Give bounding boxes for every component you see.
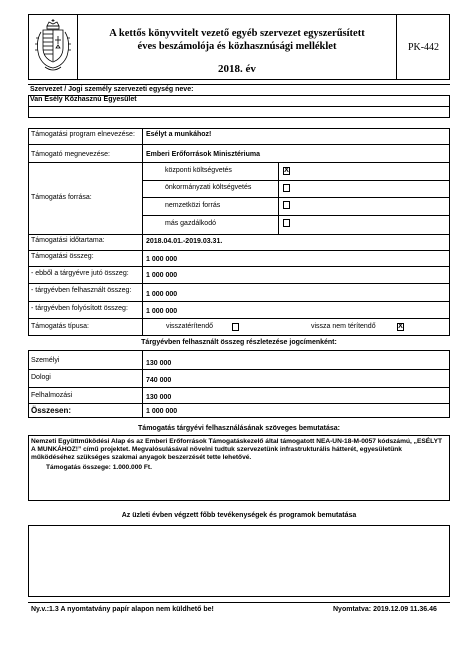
header-title-line2: éves beszámolója és közhasznúsági melléklet	[137, 41, 337, 52]
program-label: Támogatási program elnevezése:	[31, 131, 135, 138]
row-line	[28, 234, 450, 235]
usage-text: Nemzeti Együttműködési Alap és az Emberi Erőforrások Támogatáskezelő által támogatott NEA-UN-18-M-0057 kódszámú, „ESÉLYT A MUNKÁHOZ!” című projektet. Megvalósulásával növelni tudtuk szervezetünk infrastrukturális hátterét, egyesületünk működéséhez szükséges szakmai anyagok beszerzését tette lehetővé.	[31, 438, 442, 462]
type-nonrefundable-label: vissza nem térítendő	[311, 323, 376, 330]
footer-right: Nyomtatva: 2019.12.09 11.36.46	[333, 606, 437, 613]
source-option-label: központi költségvetés	[165, 167, 232, 174]
form-code: PK-442	[407, 42, 440, 53]
row-line	[142, 180, 450, 181]
coat-of-arms-icon	[33, 18, 73, 76]
breakdown-label: Személyi	[31, 357, 60, 364]
row-line	[28, 301, 450, 302]
row-line	[28, 369, 450, 370]
used-value: 1 000 000	[146, 291, 178, 298]
source-checkbox[interactable]: X	[284, 167, 289, 174]
supporter-value: Emberi Erőforrások Minisztériuma	[146, 151, 260, 158]
org-bottom-rule	[28, 117, 450, 118]
row-line	[28, 250, 450, 251]
breakdown-table	[28, 350, 450, 418]
breakdown-total-label: Összesen:	[31, 406, 72, 415]
row-line	[28, 283, 450, 284]
duration-label: Támogatási időtartama:	[31, 237, 105, 244]
type-refundable-label: visszatérítendő	[166, 323, 214, 330]
type-label: Támogatás típusa:	[31, 323, 89, 330]
amount-value: 1 000 000	[146, 256, 178, 263]
row-line	[142, 197, 450, 198]
breakdown-divider	[142, 350, 143, 418]
source-checkbox[interactable]	[283, 219, 290, 227]
footer-rule	[28, 602, 450, 603]
type-nonrefundable-checkbox[interactable]: X	[398, 323, 403, 330]
source-option-label: más gazdálkodó	[165, 220, 216, 227]
grant-table-divider	[142, 128, 143, 336]
breakdown-label: Dologi	[31, 374, 51, 381]
source-checkbox-divider	[278, 162, 279, 234]
footer-left: Ny.v.:1.3 A nyomtatvány papír alapon nem küldhető be!	[31, 606, 214, 613]
activities-heading: Az üzleti évben végzett főbb tevékenységek és programok bemutatása	[121, 512, 357, 519]
breakdown-value: 130 000	[146, 360, 172, 367]
source-option-label: nemzetközi forrás	[165, 202, 221, 209]
program-value: Esélyt a munkához!	[146, 131, 212, 138]
source-option-label: önkormányzati költségvetés	[165, 184, 252, 191]
activities-box	[28, 525, 450, 597]
paid-label: - tárgyévben folyósított összeg:	[31, 305, 128, 312]
org-name: Van Esély Közhasznú Egyesület	[30, 96, 137, 103]
paid-value: 1 000 000	[146, 308, 178, 315]
year-share-label: - ebből a tárgyévre jutó összeg:	[31, 270, 129, 277]
type-refundable-checkbox[interactable]	[232, 323, 239, 331]
row-line	[28, 403, 450, 404]
year-share-value: 1 000 000	[146, 272, 178, 279]
source-checkbox[interactable]	[283, 184, 290, 192]
breakdown-value: 130 000	[146, 394, 172, 401]
row-line	[142, 215, 450, 216]
duration-value: 2018.04.01.-2019.03.31.	[146, 238, 223, 245]
breakdown-value: 740 000	[146, 377, 172, 384]
usage-amount: Támogatás összege: 1.000.000 Ft.	[46, 464, 152, 471]
breakdown-label: Felhalmozási	[31, 392, 73, 399]
row-line	[28, 144, 450, 145]
source-label: Támogatás forrása:	[31, 194, 92, 201]
row-line	[28, 162, 450, 163]
used-label: - tárgyévben felhasznált összeg:	[31, 287, 132, 294]
source-checkbox[interactable]	[283, 201, 290, 209]
row-line	[28, 318, 450, 319]
header-year: 2018. év	[218, 63, 256, 75]
supporter-label: Támogató megnevezése:	[31, 151, 110, 158]
breakdown-total-value: 1 000 000	[146, 408, 178, 415]
row-line	[28, 387, 450, 388]
breakdown-heading: Tárgyévben felhasznált összeg részletezése jogcímenként:	[141, 339, 337, 346]
row-line	[28, 266, 450, 267]
org-label: Szervezet / Jogi személy szervezeti egység neve:	[30, 86, 194, 93]
org-top-rule	[28, 84, 450, 85]
usage-heading: Támogatás tárgyévi felhasználásának szöveges bemutatása:	[138, 425, 340, 432]
amount-label: Támogatási összeg:	[31, 253, 94, 260]
header-title-line1: A kettős könyvvitelt vezető egyéb szervezet egyszerűsített	[109, 28, 365, 39]
